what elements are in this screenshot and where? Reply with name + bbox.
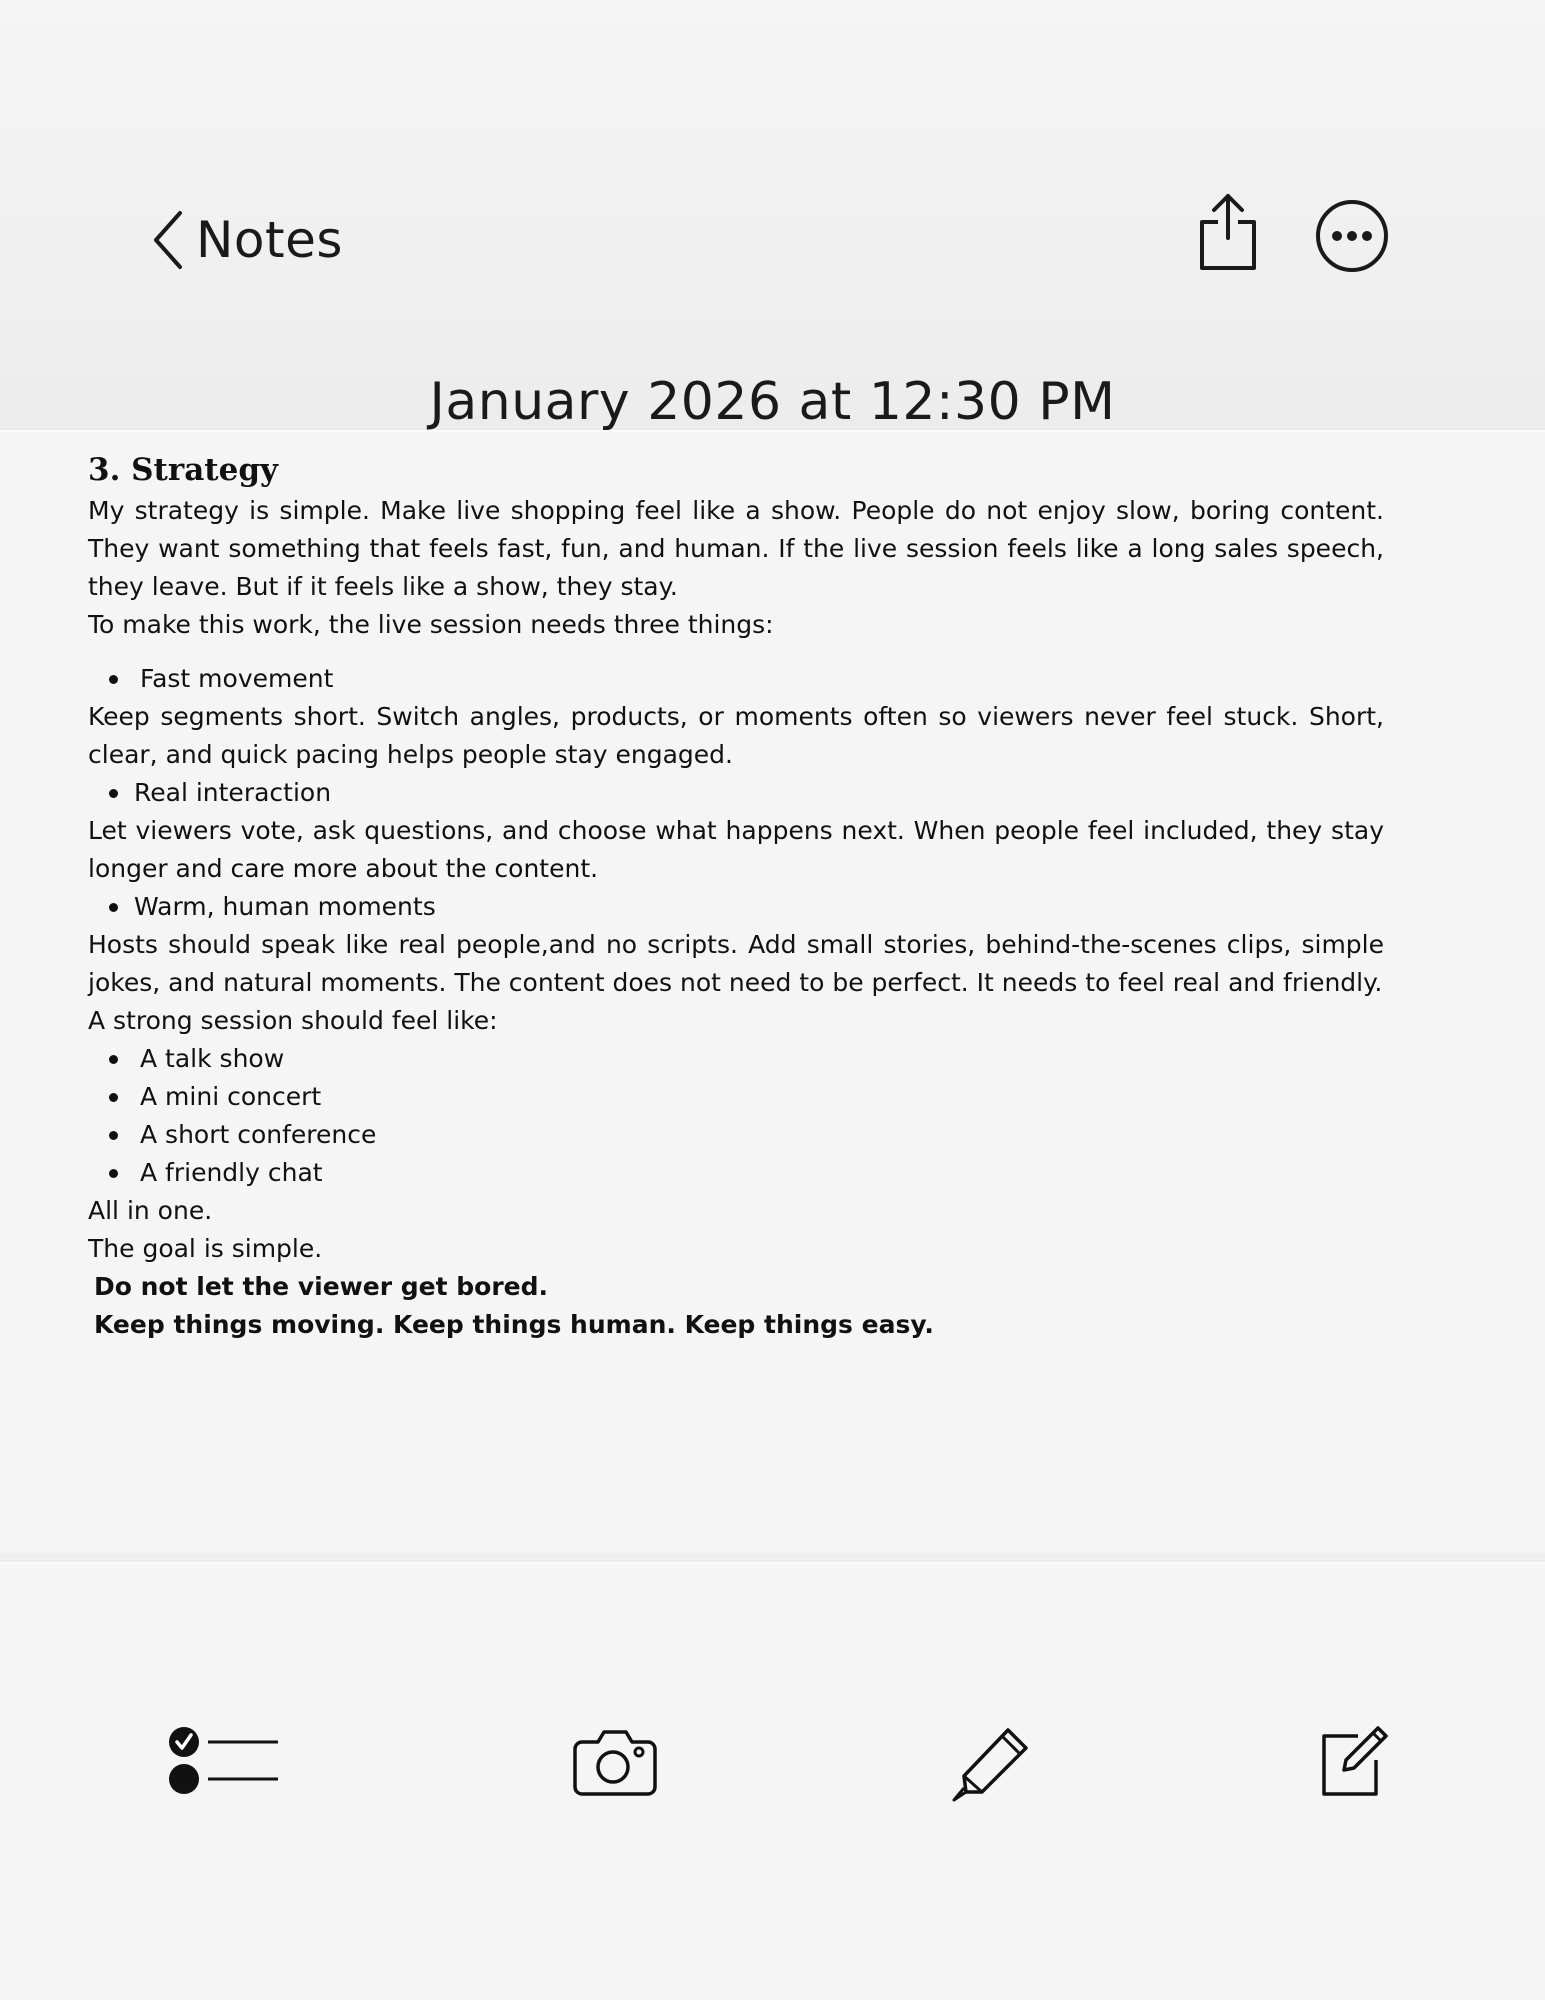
camera-button[interactable]: [572, 1726, 658, 1798]
goal-line: Keep things moving. Keep things human. Keep things easy.: [94, 1310, 934, 1339]
compose-icon: [1318, 1724, 1390, 1800]
list-item: A mini concert: [88, 1078, 1384, 1116]
paper-fold: [0, 1560, 1545, 1562]
ellipsis-circle-icon: [1314, 198, 1390, 274]
list-item-description: Let viewers vote, ask questions, and choose what happens next. When people feel included, they stay longer and care more about the content.: [88, 816, 1384, 883]
camera-icon: [572, 1726, 658, 1798]
feel-outro: All in one.: [88, 1196, 213, 1225]
more-button[interactable]: [1314, 198, 1390, 274]
back-label: Notes: [196, 211, 343, 269]
checklist-button[interactable]: [166, 1724, 282, 1796]
list-item: A short conference: [88, 1116, 1384, 1154]
note-body[interactable]: [88, 448, 1384, 1344]
checklist-icon: [166, 1724, 282, 1796]
share-button[interactable]: [1196, 192, 1260, 272]
needs-list: [88, 660, 1384, 1002]
list-item-description: Keep segments short. Switch angles, products, or moments often so viewers never feel stuck. Short, clear, and quick pacing helps people stay engaged.: [88, 702, 1384, 769]
feel-intro: A strong session should feel like:: [88, 1006, 498, 1035]
list-item: A friendly chat: [88, 1154, 1384, 1192]
needs-intro: To make this work, the live session needs three things:: [88, 610, 774, 639]
back-button[interactable]: [150, 204, 343, 276]
feel-list: [88, 1040, 1384, 1192]
list-item: Warm, human moments: [88, 888, 1384, 926]
goal-intro: The goal is simple.: [88, 1234, 323, 1263]
list-item: A talk show: [88, 1040, 1384, 1078]
note-date: January 2026 at 12:30 PM: [429, 372, 1116, 432]
pencil-tip-icon: [950, 1726, 1030, 1802]
note-heading: 3. Strategy: [88, 452, 279, 488]
goal-line: Do not let the viewer get bored.: [94, 1272, 549, 1301]
intro-paragraph: My strategy is simple. Make live shopping feel like a show. People do not enjoy slow, boring content. They want something that feels fast, fun, and human. If the live session feels like a long sales speech, they leave. But if it feels like a show, they stay.: [88, 496, 1384, 601]
share-icon: [1196, 192, 1260, 272]
markup-button[interactable]: [950, 1726, 1030, 1802]
compose-button[interactable]: [1318, 1724, 1390, 1800]
list-item: Fast movement: [88, 660, 1384, 698]
list-item-description: Hosts should speak like real people,and no scripts. Add small stories, behind-the-scenes clips, simple jokes, and natural moments. The content does not need to be perfect. It needs to feel real and friendly.: [88, 930, 1384, 997]
list-item: Real interaction: [88, 774, 1384, 812]
chevron-left-icon: [150, 209, 184, 271]
